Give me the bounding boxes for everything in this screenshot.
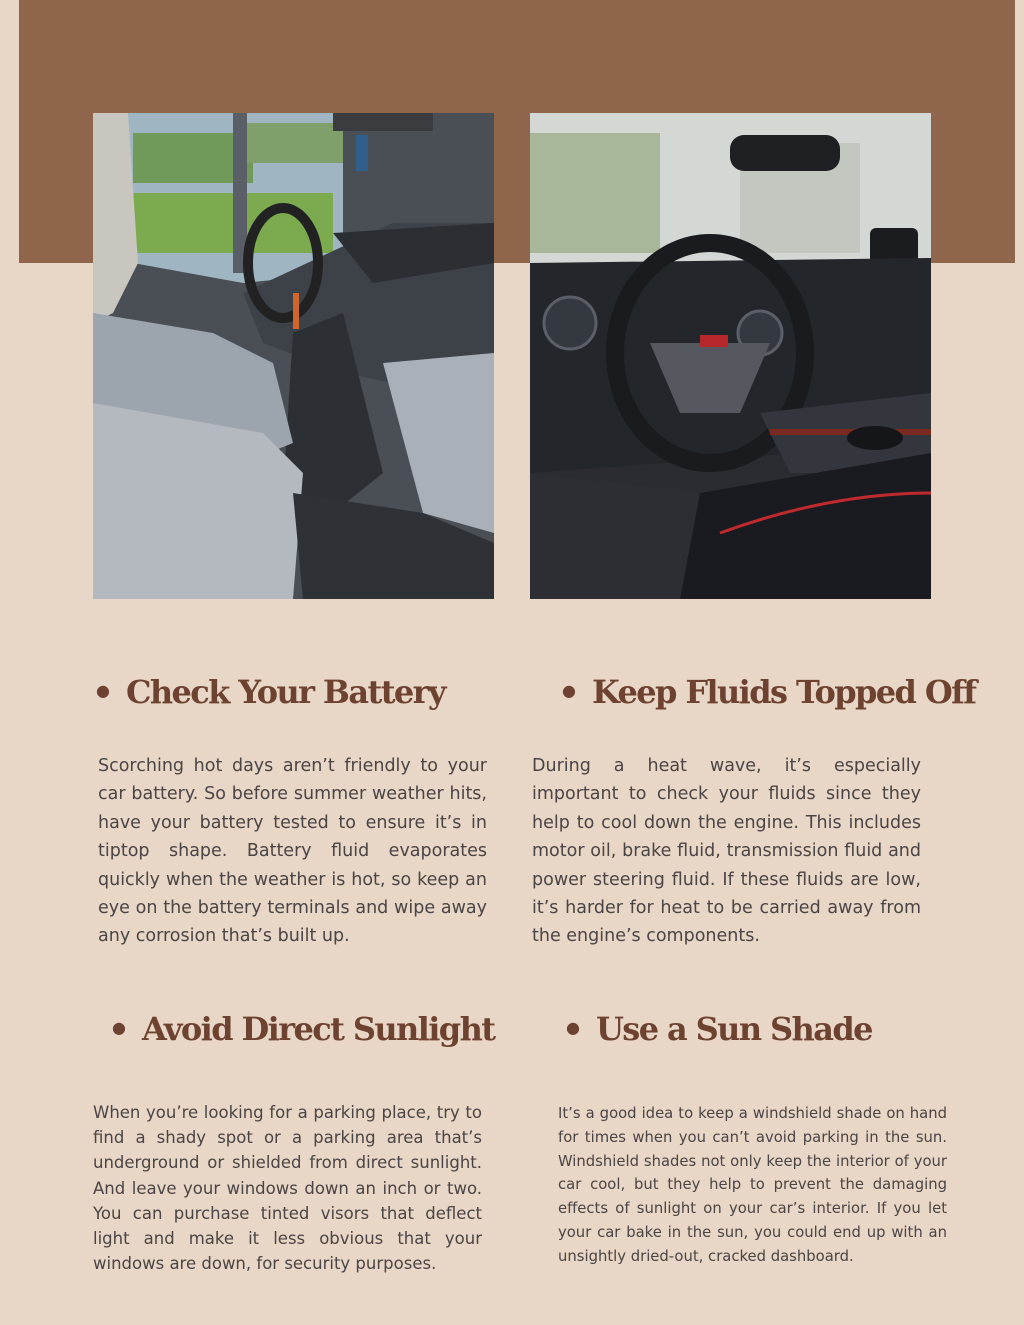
body-avoid-sunlight: When you’re looking for a parking place, try to find a shady spot or a parking area that’s underground or shielded from direct sunlight. And leave your windows down an inch or two. You can purchase tinted visors that deflect light and make it less obvious that your windows are down, for security purposes. bbox=[93, 1103, 482, 1274]
van-interior-image bbox=[93, 113, 494, 599]
bullet-icon: ● bbox=[112, 1017, 126, 1037]
body-sun-shade: It’s a good idea to keep a windshield shade on hand for times when you can’t avoid parking in the sun. Windshield shades not only keep the interior of your car cool, but they help to prevent the damaging effects of sunlight on your car’s interior. If you let your car bake in the sun, you could end up with an unsightly dried-out, cracked dashboard. bbox=[558, 1105, 947, 1265]
truck-interior-image bbox=[530, 113, 931, 599]
heading-keep-fluids: ● Keep Fluids Topped Off bbox=[562, 673, 976, 711]
truck-interior-photo bbox=[530, 113, 931, 599]
heading-sun-shade: ● Use a Sun Shade bbox=[566, 1010, 872, 1048]
bullet-icon: ● bbox=[96, 680, 110, 700]
bullet-icon: ● bbox=[562, 680, 576, 700]
bullet-icon: ● bbox=[566, 1017, 580, 1037]
body-check-battery: Scorching hot days aren’t friendly to your car battery. So before summer weather hits, have your battery tested to ensure it’s in tiptop shape. Battery fluid evaporates quickly when the weather is hot, so keep an eye on the battery terminals and wipe away any corrosion that’s built up. bbox=[98, 756, 487, 947]
body-keep-fluids: During a heat wave, it’s especially important to check your fluids since they help to cool down the engine. This includes motor oil, brake fluid, transmission fluid and power steering fluid. If these fluids are low, it’s harder for heat to be carried away from the engine’s components. bbox=[532, 756, 921, 947]
heading-check-battery: ● Check Your Battery bbox=[96, 673, 445, 711]
heading-avoid-sunlight: ● Avoid Direct Sunlight bbox=[112, 1010, 495, 1048]
van-interior-photo bbox=[93, 113, 494, 599]
